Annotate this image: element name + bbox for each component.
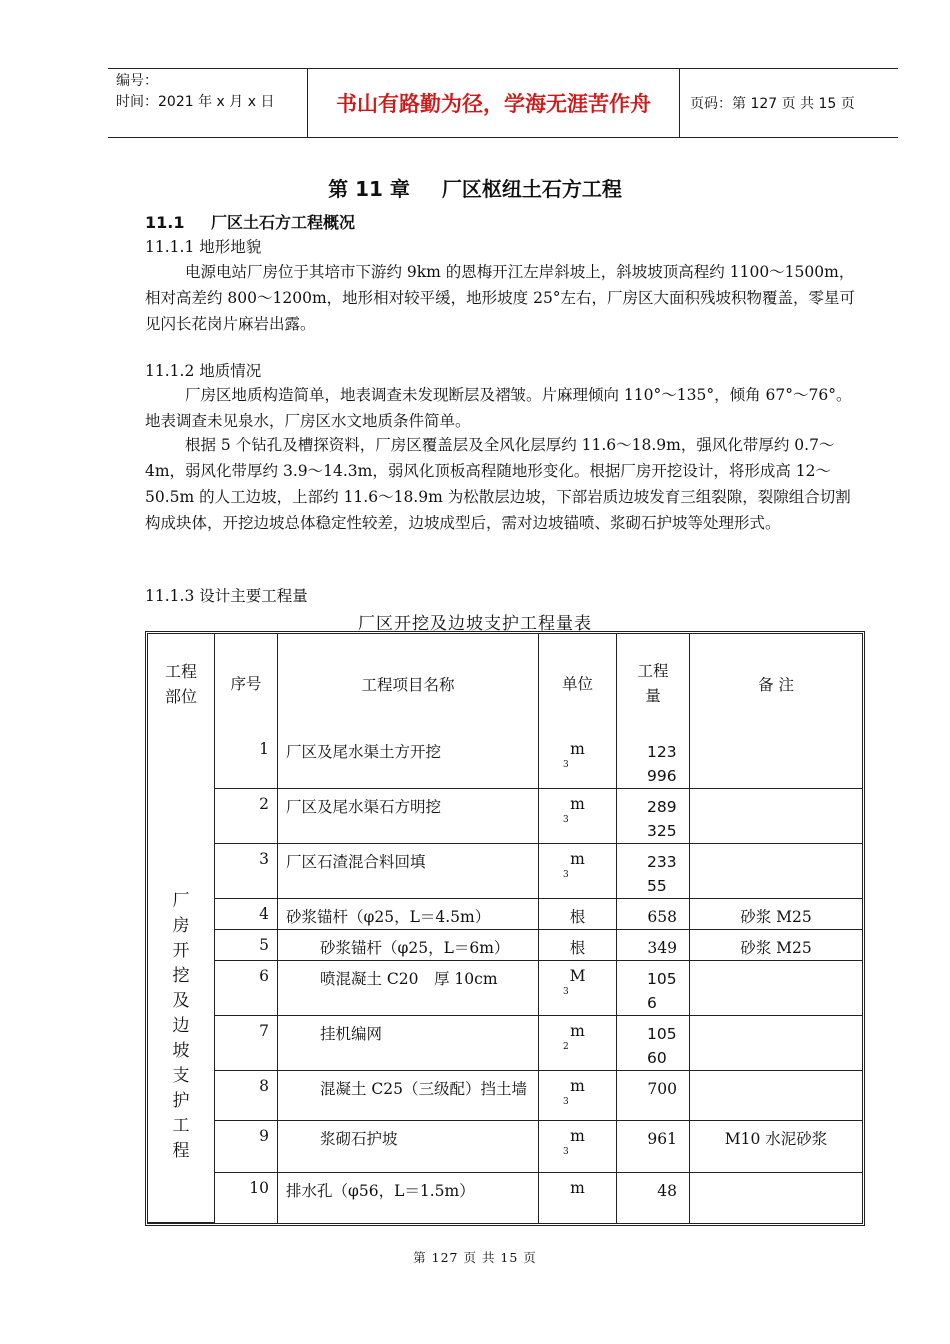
unit-cell: m 3: [539, 844, 617, 899]
unit-cell: M 3: [539, 961, 617, 1016]
quantities-table: [145, 631, 865, 1226]
subsection-title-1: 11.1.1 地形地貌: [145, 238, 262, 256]
seq-cell: 3: [215, 844, 278, 899]
table-row: [148, 1173, 862, 1223]
item-name-cell: 厂区石渣混合料回填: [278, 844, 539, 899]
table-row: [148, 844, 862, 899]
quantity-cell: 658: [617, 899, 690, 930]
seq-cell: 6: [215, 961, 278, 1016]
header-meta: [108, 69, 308, 137]
seq-cell: 7: [215, 1016, 278, 1071]
unit-exponent: 3: [563, 815, 569, 825]
item-name-cell: 混凝土 C25（三级配）挡土墙: [278, 1071, 539, 1121]
note-cell: [690, 1071, 862, 1121]
note-cell: M10 水泥砂浆: [690, 1121, 862, 1173]
note-cell: 砂浆 M25: [690, 930, 862, 961]
unit-cell: m 3: [539, 734, 617, 789]
seq-cell: 8: [215, 1071, 278, 1121]
unit-cell: m 3: [539, 1071, 617, 1121]
unit-exponent: 3: [563, 1147, 569, 1157]
unit-exponent: 3: [563, 870, 569, 880]
paragraph-geology-1: 厂房区地质构造简单，地表调查未发现断层及褶皱。片麻理倾向 110°～135°，倾角 67°～76°。地表调查未见泉水，厂房区水文地质条件简单。: [145, 386, 852, 430]
chapter-name: 厂区枢纽土石方工程: [441, 177, 622, 201]
note-cell: 砂浆 M25: [690, 899, 862, 930]
quantity-cell: 961: [617, 1121, 690, 1173]
item-name-cell: 喷混凝土 C20 厚 10cm: [278, 961, 539, 1016]
subsection-title-2: 11.1.2 地质情况: [145, 362, 262, 380]
seq-cell: 10: [215, 1173, 278, 1223]
table-row: [148, 1071, 862, 1121]
unit-exponent: 3: [563, 760, 569, 770]
table-row: [148, 789, 862, 844]
seq-cell: 2: [215, 789, 278, 844]
quantity-cell: 123996: [617, 734, 690, 789]
header-location: 工程部位: [148, 634, 215, 734]
table-row: [148, 961, 862, 1016]
section-heading: [145, 210, 355, 233]
header-name: 工程项目名称: [278, 634, 539, 734]
section-title: 厂区土石方工程概况: [211, 213, 356, 232]
table-row: [148, 1016, 862, 1071]
unit-cell: 根: [539, 899, 617, 930]
unit-exponent: 3: [563, 1097, 569, 1107]
paragraph-terrain: 电源电站厂房位于其培市下游约 9km 的恩梅开江左岸斜坡上，斜坡坡顶高程约 1100～1500m，相对高差约 800～1200m，地形相对较平缓，地形坡度 25°左右，厂房区大面积残坡积物覆盖，零星可见闪长花岗片麻岩出露。: [145, 263, 856, 333]
item-name-cell: 厂区及尾水渠石方明挖: [278, 789, 539, 844]
page-footer: 第 127 页 共 15 页: [413, 1250, 537, 1265]
quantity-cell: 10560: [617, 1016, 690, 1071]
item-name-cell: 排水孔（φ56，L＝1.5m）: [278, 1173, 539, 1223]
table-row: [148, 734, 862, 789]
quantity-cell: 289325: [617, 789, 690, 844]
item-name-cell: 砂浆锚杆（φ25，L＝6m）: [278, 930, 539, 961]
note-cell: [690, 1016, 862, 1071]
quantity-cell: 349: [617, 930, 690, 961]
seq-cell: 4: [215, 899, 278, 930]
header-motto: 书山有路勤为径，学海无涯苦作舟: [308, 69, 680, 137]
quantity-cell: 700: [617, 1071, 690, 1121]
quantity-cell: 1056: [617, 961, 690, 1016]
note-cell: [690, 1173, 862, 1223]
note-cell: [690, 961, 862, 1016]
header-note: 备 注: [758, 676, 794, 694]
item-name-cell: 浆砌石护坡: [278, 1121, 539, 1173]
seq-cell: 5: [215, 930, 278, 961]
unit-exponent: 2: [563, 1042, 569, 1052]
subsection-title-3: 11.1.3 设计主要工程量: [145, 587, 308, 605]
location-cell: 厂房开挖及边坡支护工程: [148, 734, 215, 1223]
note-cell: [690, 734, 862, 789]
header-seq: 序号: [215, 634, 278, 734]
seq-cell: 9: [215, 1121, 278, 1173]
page-header: [108, 68, 898, 138]
unit-exponent: 3: [563, 987, 569, 997]
table-row: [148, 930, 862, 961]
table-row: [148, 1121, 862, 1173]
header-qty: 工程量: [617, 634, 690, 734]
section-number: 11.1: [145, 213, 185, 232]
chapter-title: [0, 173, 950, 202]
unit-cell: m: [539, 1173, 617, 1223]
unit-cell: m 3: [539, 1121, 617, 1173]
note-cell: [690, 844, 862, 899]
unit-cell: 根: [539, 930, 617, 961]
unit-cell: m 3: [539, 789, 617, 844]
item-name-cell: 挂机编网: [278, 1016, 539, 1071]
item-name-cell: 厂区及尾水渠土方开挖: [278, 734, 539, 789]
table-row: [148, 899, 862, 930]
header-unit: 单位: [539, 634, 617, 734]
time-label: 时间：2021 年 x 月 x 日: [116, 94, 275, 110]
note-cell: [690, 789, 862, 844]
header-page-label: 页码：第 127 页 共 15 页: [690, 96, 855, 112]
quantity-cell: 48: [617, 1173, 690, 1223]
chapter-number: 第 11 章: [328, 177, 410, 201]
paragraph-geology-2: 根据 5 个钻孔及槽探资料，厂房区覆盖层及全风化层厚约 11.6～18.9m，强风化带厚约 0.7～4m，弱风化带厚约 3.9～14.3m，弱风化顶板高程随地形变化。根据厂房开挖设计，将形成高 12～50.5m 的人工边坡，上部约 11.6～18.9m 为松散层边坡，下部岩质边坡发育三组裂隙，裂隙组合切割构成块体，开挖边坡总体稳定性较差，边坡成型后，需对边坡锚喷、浆砌石护坡等处理形式。: [145, 436, 851, 532]
code-label: 编号：: [116, 73, 158, 89]
item-name-cell: 砂浆锚杆（φ25，L＝4.5m）: [278, 899, 539, 930]
seq-cell: 1: [215, 734, 278, 789]
unit-cell: m 2: [539, 1016, 617, 1071]
table-caption: 厂区开挖及边坡支护工程量表: [358, 614, 592, 634]
table-header-row: [148, 634, 862, 734]
quantity-cell: 23355: [617, 844, 690, 899]
